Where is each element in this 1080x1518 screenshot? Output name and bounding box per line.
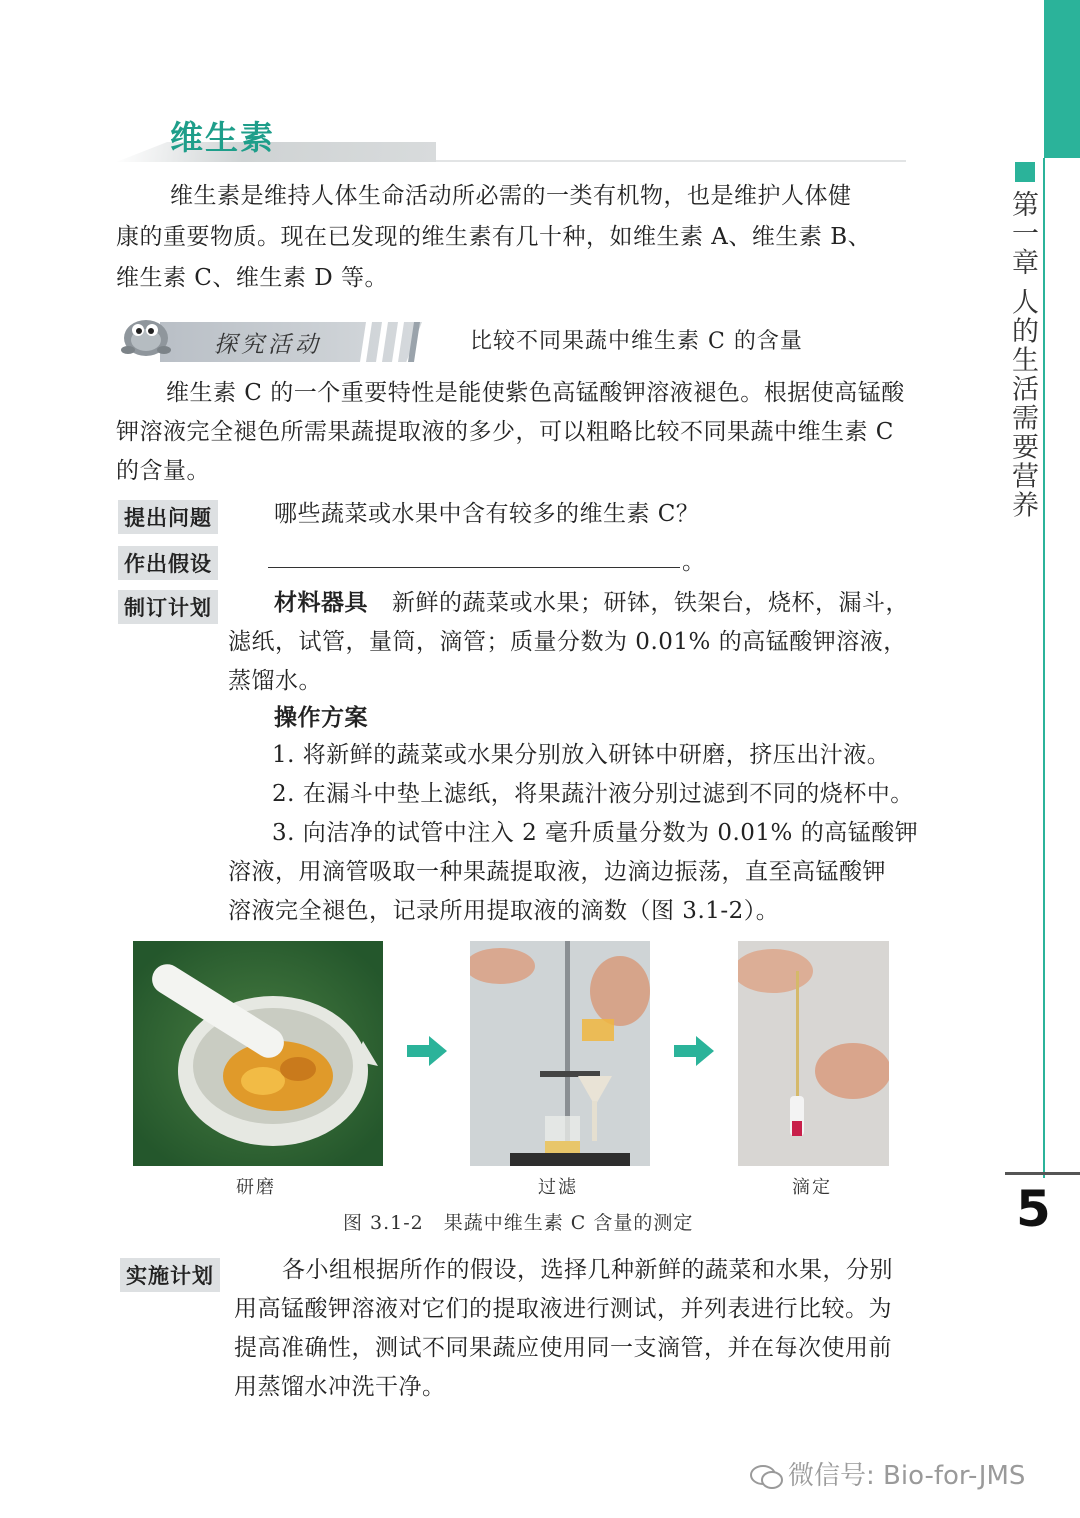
materials-line: 蒸馏水。 xyxy=(228,668,322,694)
intro-line: 维生素是维持人体生命活动所必需的一类有机物，也是维护人体健 xyxy=(170,183,852,209)
chapter-marker xyxy=(1015,162,1035,182)
figure-caption-titration: 滴定 xyxy=(792,1177,832,1198)
activity-label: 探究活动 xyxy=(214,332,322,358)
step-line: 溶液，用滴管吸取一种果蔬提取液，边滴边振荡，直至高锰酸钾 xyxy=(228,859,886,885)
titration-photo xyxy=(738,941,889,1166)
mascot-icon xyxy=(116,310,174,360)
chapter-divider-line xyxy=(1043,158,1045,1178)
question-tag: 提出问题 xyxy=(118,500,218,534)
step-line: 溶液完全褪色，记录所用提取液的滴数（图 3.1-2）。 xyxy=(228,898,780,924)
arrow-right-icon xyxy=(407,1036,447,1066)
banner-stripes xyxy=(350,322,422,362)
activity-heading: 比较不同果蔬中维生素 C 的含量 xyxy=(470,329,803,354)
materials-line: 滤纸，试管，量筒，滴管；质量分数为 0.01% 的高锰酸钾溶液， xyxy=(228,629,907,655)
materials-line: 新鲜的蔬菜或水果；研钵，铁架台，烧杯，漏斗， xyxy=(392,590,909,616)
hypothesis-blank xyxy=(268,567,680,568)
chapter-tab xyxy=(1044,0,1080,158)
step-line: 1. 将新鲜的蔬菜或水果分别放入研钵中研磨，挤压出汁液。 xyxy=(272,742,891,768)
activity-intro-line: 的含量。 xyxy=(116,458,210,484)
chapter-title: 第一章 人的生活需要营养 xyxy=(1007,190,1038,520)
grinding-photo xyxy=(133,941,383,1166)
materials-label: 材料器具 xyxy=(274,589,368,616)
hypothesis-end-mark: 。 xyxy=(682,549,706,575)
figure-caption-grinding: 研磨 xyxy=(236,1177,276,1198)
section-title: 维生素 xyxy=(170,118,275,157)
procedure-label: 操作方案 xyxy=(274,704,368,731)
activity-intro-line: 钾溶液完全褪色所需果蔬提取液的多少，可以粗略比较不同果蔬中维生素 C xyxy=(116,419,894,445)
step-line: 2. 在漏斗中垫上滤纸，将果蔬汁液分别过滤到不同的烧杯中。 xyxy=(272,781,914,807)
watermark xyxy=(750,1455,1025,1492)
watermark-text: 微信号: Bio-for-JMS xyxy=(788,1461,1026,1491)
figure-title: 图 3.1-2 果蔬中维生素 C 含量的测定 xyxy=(343,1212,694,1234)
intro-line: 康的重要物质。现在已发现的维生素有几十种，如维生素 A、维生素 B、 xyxy=(116,224,872,250)
plan-tag: 制订计划 xyxy=(118,590,218,624)
section-heading-shade xyxy=(116,142,436,162)
implement-line: 用高锰酸钾溶液对它们的提取液进行测试，并列表进行比较。为 xyxy=(234,1296,892,1322)
page-number: 5 xyxy=(1016,1180,1051,1238)
wechat-icon xyxy=(750,1464,784,1490)
step-line: 3. 向洁净的试管中注入 2 毫升质量分数为 0.01% 的高锰酸钾 xyxy=(272,820,919,846)
question-text: 哪些蔬菜或水果中含有较多的维生素 C？ xyxy=(274,501,700,527)
filtering-photo xyxy=(470,941,650,1166)
implement-line: 提高准确性，测试不同果蔬应使用同一支滴管，并在每次使用前 xyxy=(234,1335,892,1361)
implement-line: 各小组根据所作的假设，选择几种新鲜的蔬菜和水果，分别 xyxy=(282,1257,893,1283)
hypothesis-tag: 作出假设 xyxy=(118,546,218,580)
figure-caption-filtering: 过滤 xyxy=(538,1177,578,1198)
arrow-right-icon xyxy=(674,1036,714,1066)
intro-line: 维生素 C、维生素 D 等。 xyxy=(116,265,388,291)
section-heading-rule xyxy=(436,160,906,162)
implement-tag: 实施计划 xyxy=(120,1258,220,1292)
activity-intro-line: 维生素 C 的一个重要特性是能使紫色高锰酸钾溶液褪色。根据使高锰酸 xyxy=(166,380,905,406)
implement-line: 用蒸馏水冲洗干净。 xyxy=(234,1374,446,1400)
page-number-rule xyxy=(1005,1172,1080,1175)
